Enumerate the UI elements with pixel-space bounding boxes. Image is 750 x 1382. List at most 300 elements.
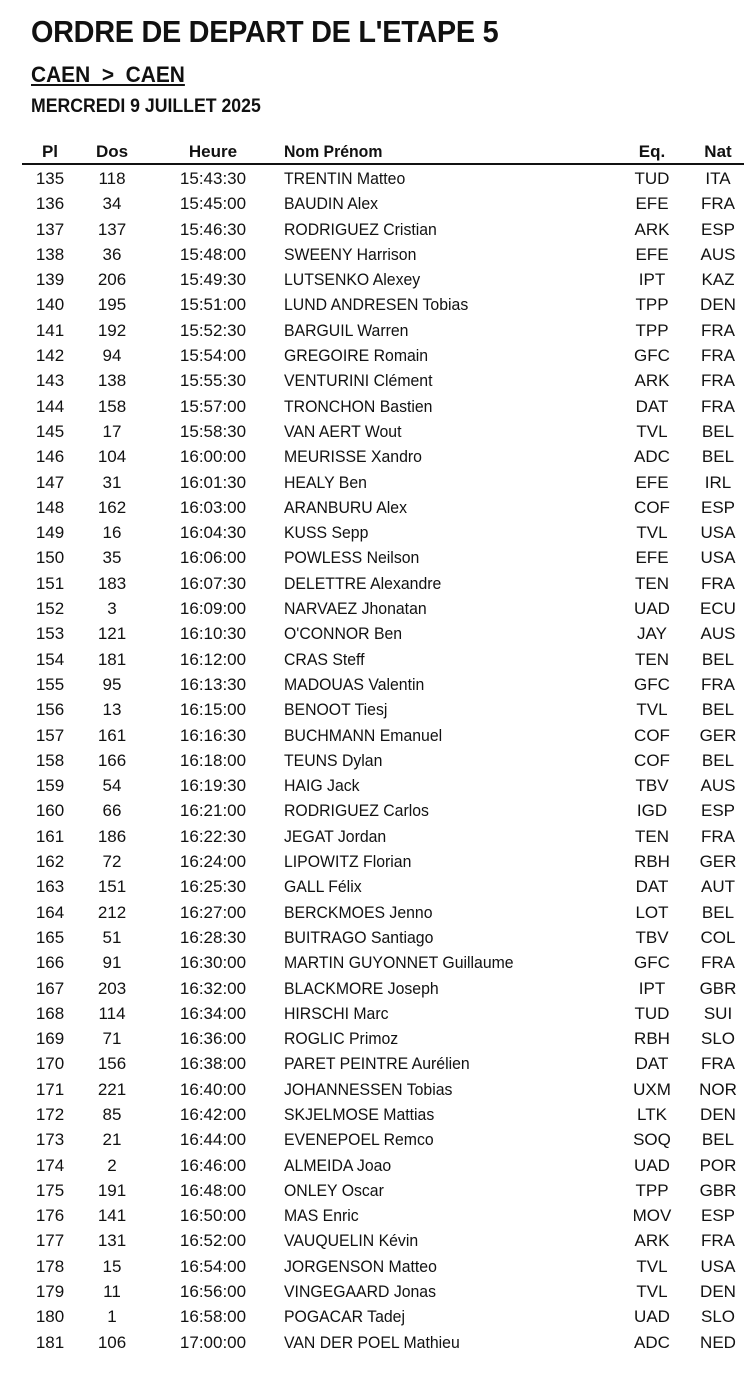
cell-eq: JAY	[637, 624, 667, 644]
cell-nat: KAZ	[701, 270, 735, 290]
table-row	[22, 1127, 744, 1152]
cell-dos: 17	[102, 421, 122, 441]
table-row	[22, 874, 744, 899]
cell-nat: ESP	[700, 219, 736, 239]
cell-pl: 154	[35, 649, 65, 669]
cell-nom: NARVAEZ Jhonatan	[284, 599, 427, 619]
cell-nat: SLO	[700, 1029, 736, 1049]
table-row	[22, 925, 744, 950]
cell-pl: 150	[35, 548, 65, 568]
table-row	[22, 672, 744, 697]
cell-heure: 16:34:00	[179, 1003, 247, 1023]
cell-pl: 175	[35, 1180, 65, 1200]
cell-eq: TEN	[635, 573, 669, 593]
cell-nom: RODRIGUEZ Cristian	[284, 219, 437, 239]
cell-dos: 85	[102, 1104, 122, 1124]
cell-dos: 203	[97, 978, 127, 998]
cell-dos: 137	[97, 219, 127, 239]
cell-dos: 195	[97, 295, 127, 315]
cell-dos: 156	[97, 1054, 127, 1074]
cell-eq: DAT	[635, 396, 669, 416]
cell-dos: 212	[97, 902, 127, 922]
cell-dos: 21	[102, 1130, 122, 1150]
cell-eq: RBH	[634, 852, 670, 872]
cell-nom: O'CONNOR Ben	[284, 624, 403, 644]
cell-eq: UAD	[634, 1307, 670, 1327]
cell-nom: LIPOWITZ Florian	[284, 852, 412, 872]
cell-heure: 15:45:00	[179, 194, 247, 214]
cell-eq: IPT	[638, 270, 666, 290]
table-row	[22, 267, 744, 292]
cell-nom: TEUNS Dylan	[284, 750, 383, 770]
table-header	[22, 141, 744, 165]
column-header-eq: Eq.	[638, 142, 666, 161]
cell-heure: 16:40:00	[179, 1079, 247, 1099]
stage-route: CAEN > CAEN	[31, 62, 185, 87]
cell-nat: DEN	[700, 295, 736, 315]
cell-heure: 15:55:30	[179, 371, 247, 391]
cell-nom: JOHANNESSEN Tobias	[284, 1079, 453, 1099]
cell-nat: NED	[700, 1332, 736, 1352]
cell-nat: BEL	[701, 700, 735, 720]
cell-nom: CRAS Steff	[284, 649, 365, 669]
cell-nom: JORGENSON Matteo	[284, 1256, 437, 1276]
cell-eq: COF	[634, 750, 670, 770]
cell-dos: 36	[102, 244, 122, 264]
cell-nat: SLO	[700, 1307, 736, 1327]
cell-pl: 161	[35, 826, 65, 846]
cell-pl: 167	[35, 978, 65, 998]
cell-heure: 16:50:00	[179, 1206, 247, 1226]
cell-dos: 71	[102, 1029, 122, 1049]
cell-eq: ARK	[634, 371, 670, 391]
cell-heure: 16:24:00	[179, 852, 247, 872]
cell-nat: USA	[700, 548, 736, 568]
cell-heure: 16:06:00	[179, 548, 247, 568]
cell-eq: ARK	[634, 219, 670, 239]
cell-pl: 144	[35, 396, 65, 416]
cell-eq: COF	[634, 497, 670, 517]
cell-nat: AUS	[700, 776, 736, 796]
table-row	[22, 545, 744, 570]
cell-nom: POGACAR Tadej	[284, 1307, 405, 1327]
cell-pl: 153	[35, 624, 65, 644]
cell-heure: 16:30:00	[179, 953, 247, 973]
cell-nat: GER	[699, 725, 737, 745]
table-row	[22, 191, 744, 216]
cell-nom: LUTSENKO Alexey	[284, 270, 421, 290]
cell-pl: 170	[35, 1054, 65, 1074]
cell-dos: 72	[102, 852, 122, 872]
cell-eq: TUD	[634, 1003, 670, 1023]
cell-nom: POWLESS Neilson	[284, 548, 420, 568]
cell-pl: 136	[35, 194, 65, 214]
cell-heure: 16:48:00	[179, 1180, 247, 1200]
cell-heure: 16:32:00	[179, 978, 247, 998]
cell-nat: BEL	[701, 1130, 735, 1150]
cell-nom: VENTURINI Clément	[284, 371, 433, 391]
cell-heure: 16:19:30	[179, 776, 247, 796]
cell-dos: 104	[97, 447, 127, 467]
cell-nom: ARANBURU Alex	[284, 497, 408, 517]
cell-heure: 16:01:30	[179, 472, 247, 492]
cell-eq: TEN	[635, 826, 669, 846]
cell-dos: 1	[107, 1307, 117, 1327]
cell-dos: 131	[97, 1231, 127, 1251]
table-row	[22, 1102, 744, 1127]
cell-eq: TVL	[636, 1256, 668, 1276]
cell-nat: ESP	[700, 1206, 736, 1226]
cell-nat: FRA	[701, 194, 735, 214]
cell-nom: MADOUAS Valentin	[284, 674, 425, 694]
table-row	[22, 1051, 744, 1076]
cell-dos: 141	[97, 1206, 127, 1226]
column-header-pl: Pl	[41, 142, 59, 161]
cell-pl: 177	[35, 1231, 65, 1251]
table-row	[22, 1026, 744, 1051]
cell-pl: 171	[35, 1079, 65, 1099]
cell-pl: 155	[35, 674, 65, 694]
cell-nom: SWEENY Harrison	[284, 244, 417, 264]
cell-heure: 16:27:00	[179, 902, 247, 922]
table-row	[22, 1203, 744, 1228]
cell-eq: ADC	[634, 447, 670, 467]
cell-pl: 138	[35, 244, 65, 264]
cell-heure: 16:03:00	[179, 497, 247, 517]
cell-pl: 176	[35, 1206, 65, 1226]
column-header-dos: Dos	[95, 142, 129, 161]
cell-dos: 162	[97, 497, 127, 517]
cell-heure: 16:15:00	[179, 700, 247, 720]
cell-dos: 66	[102, 801, 122, 821]
cell-nat: FRA	[701, 1054, 735, 1074]
cell-eq: TVL	[636, 1282, 668, 1302]
cell-pl: 157	[35, 725, 65, 745]
cell-pl: 173	[35, 1130, 65, 1150]
cell-heure: 15:43:30	[179, 169, 247, 188]
cell-nom: EVENEPOEL Remco	[284, 1130, 434, 1150]
cell-eq: LTK	[637, 1104, 667, 1124]
table-row	[22, 242, 744, 267]
cell-heure: 16:22:30	[179, 826, 247, 846]
cell-dos: 161	[97, 725, 127, 745]
cell-nat: USA	[700, 1256, 736, 1276]
cell-nom: BUCHMANN Emanuel	[284, 725, 443, 745]
cell-nat: GBR	[699, 978, 737, 998]
cell-eq: ARK	[634, 1231, 670, 1251]
cell-nom: VAUQUELIN Kévin	[284, 1231, 419, 1251]
cell-pl: 166	[35, 953, 65, 973]
cell-heure: 16:38:00	[179, 1054, 247, 1074]
cell-heure: 16:13:30	[179, 674, 247, 694]
cell-heure: 17:00:00	[179, 1332, 247, 1352]
cell-nom: JEGAT Jordan	[284, 826, 387, 846]
cell-dos: 95	[102, 674, 122, 694]
cell-eq: RBH	[634, 1029, 670, 1049]
table-row	[22, 1254, 744, 1279]
cell-pl: 146	[35, 447, 65, 467]
cell-nat: FRA	[701, 320, 735, 340]
cell-pl: 159	[35, 776, 65, 796]
start-order-table	[22, 166, 744, 1355]
table-row	[22, 495, 744, 520]
cell-nom: ALMEIDA Joao	[284, 1155, 392, 1175]
cell-eq: TPP	[635, 295, 669, 315]
cell-dos: 31	[102, 472, 122, 492]
table-row	[22, 368, 744, 393]
cell-nat: NOR	[699, 1079, 737, 1099]
cell-eq: TBV	[635, 776, 669, 796]
cell-dos: 106	[97, 1332, 127, 1352]
cell-dos: 206	[97, 270, 127, 290]
cell-nat: AUS	[700, 244, 736, 264]
cell-eq: IPT	[638, 978, 666, 998]
cell-nat: GER	[699, 852, 737, 872]
cell-dos: 114	[98, 1003, 126, 1023]
cell-eq: SOQ	[633, 1130, 671, 1150]
cell-pl: 139	[35, 270, 65, 290]
cell-pl: 151	[35, 573, 65, 593]
cell-nom: MAS Enric	[284, 1206, 359, 1226]
cell-nom: GALL Félix	[284, 877, 362, 897]
cell-eq: TPP	[635, 1180, 669, 1200]
cell-nom: PARET PEINTRE Aurélien	[284, 1054, 470, 1074]
cell-nom: TRENTIN Matteo	[284, 169, 406, 188]
cell-dos: 2	[107, 1155, 117, 1175]
cell-nom: SKJELMOSE Mattias	[284, 1104, 435, 1124]
cell-eq: EFE	[635, 472, 669, 492]
cell-eq: EFE	[635, 244, 669, 264]
cell-pl: 179	[35, 1282, 65, 1302]
cell-nom: KUSS Sepp	[284, 523, 369, 543]
table-row	[22, 520, 744, 545]
table-row	[22, 166, 744, 191]
cell-heure: 15:57:00	[179, 396, 247, 416]
cell-pl: 163	[35, 877, 65, 897]
cell-pl: 152	[35, 599, 65, 619]
cell-pl: 140	[35, 295, 65, 315]
cell-dos: 11	[103, 1282, 121, 1302]
cell-pl: 168	[35, 1003, 65, 1023]
cell-dos: 16	[102, 523, 122, 543]
stage-date: MERCREDI 9 JUILLET 2025	[31, 96, 261, 117]
cell-dos: 15	[102, 1256, 122, 1276]
cell-eq: TVL	[636, 421, 668, 441]
table-row	[22, 773, 744, 798]
cell-nom: TRONCHON Bastien	[284, 396, 433, 416]
table-row	[22, 292, 744, 317]
cell-eq: LOT	[635, 902, 669, 922]
cell-heure: 15:49:30	[179, 270, 247, 290]
cell-heure: 16:09:00	[179, 599, 247, 619]
cell-pl: 160	[35, 801, 65, 821]
table-row	[22, 596, 744, 621]
column-header-nom: Nom Prénom	[284, 142, 383, 161]
cell-dos: 34	[102, 194, 122, 214]
cell-pl: 145	[35, 421, 65, 441]
cell-nom: HIRSCHI Marc	[284, 1003, 389, 1023]
cell-nat: ESP	[700, 801, 736, 821]
table-row	[22, 621, 744, 646]
cell-nat: FRA	[701, 371, 735, 391]
cell-nat: COL	[700, 927, 736, 947]
cell-pl: 172	[35, 1104, 65, 1124]
cell-heure: 16:42:00	[179, 1104, 247, 1124]
cell-pl: 169	[35, 1029, 65, 1049]
cell-nom: GREGOIRE Romain	[284, 346, 429, 366]
cell-nom: MEURISSE Xandro	[284, 447, 422, 467]
cell-heure: 16:21:00	[179, 801, 247, 821]
cell-eq: ADC	[634, 1332, 670, 1352]
cell-pl: 142	[35, 346, 65, 366]
cell-heure: 15:46:30	[179, 219, 247, 239]
cell-nom: RODRIGUEZ Carlos	[284, 801, 429, 821]
table-row	[22, 1153, 744, 1178]
cell-nom: DELETTRE Alexandre	[284, 573, 442, 593]
cell-heure: 16:16:30	[179, 725, 247, 745]
cell-heure: 16:12:00	[179, 649, 247, 669]
table-row	[22, 748, 744, 773]
cell-dos: 3	[107, 599, 117, 619]
cell-nom: MARTIN GUYONNET Guillaume	[284, 953, 514, 973]
cell-heure: 16:10:30	[179, 624, 247, 644]
cell-nat: AUS	[700, 624, 736, 644]
cell-eq: TVL	[636, 700, 668, 720]
cell-dos: 151	[97, 877, 127, 897]
cell-pl: 137	[35, 219, 65, 239]
table-row	[22, 1001, 744, 1026]
cell-nom: LUND ANDRESEN Tobias	[284, 295, 469, 315]
cell-heure: 16:07:30	[179, 573, 247, 593]
cell-eq: TBV	[635, 927, 669, 947]
cell-heure: 16:25:30	[179, 877, 247, 897]
cell-dos: 183	[97, 573, 127, 593]
cell-nom: VINGEGAARD Jonas	[284, 1282, 437, 1302]
cell-dos: 181	[97, 649, 127, 669]
cell-pl: 181	[35, 1332, 65, 1352]
cell-eq: GFC	[634, 346, 670, 366]
cell-nat: BEL	[701, 750, 735, 770]
cell-eq: TPP	[635, 320, 669, 340]
cell-nat: FRA	[701, 1231, 735, 1251]
cell-nat: BEL	[701, 902, 735, 922]
table-row	[22, 419, 744, 444]
table-row	[22, 343, 744, 368]
cell-pl: 178	[35, 1256, 65, 1276]
cell-pl: 180	[35, 1307, 65, 1327]
cell-eq: MOV	[632, 1206, 672, 1226]
table-row	[22, 976, 744, 1001]
cell-nat: FRA	[701, 953, 735, 973]
cell-nat: BEL	[701, 421, 735, 441]
cell-nat: DEN	[700, 1282, 736, 1302]
cell-heure: 16:00:00	[179, 447, 247, 467]
cell-nat: USA	[700, 523, 736, 543]
cell-dos: 121	[97, 624, 127, 644]
cell-dos: 158	[97, 396, 127, 416]
cell-nat: SUI	[703, 1003, 733, 1023]
cell-pl: 149	[35, 523, 65, 543]
cell-nom: BERCKMOES Jenno	[284, 902, 433, 922]
table-row	[22, 1279, 744, 1304]
table-row	[22, 950, 744, 975]
cell-eq: IGD	[636, 801, 668, 821]
cell-heure: 16:18:00	[179, 750, 247, 770]
cell-eq: UAD	[634, 1155, 670, 1175]
cell-nom: BENOOT Tiesj	[284, 700, 388, 720]
cell-eq: EFE	[635, 194, 669, 214]
cell-heure: 16:04:30	[179, 523, 247, 543]
cell-heure: 16:56:00	[179, 1282, 247, 1302]
cell-heure: 16:28:30	[179, 927, 247, 947]
cell-dos: 186	[97, 826, 127, 846]
cell-pl: 156	[35, 700, 65, 720]
cell-nat: GBR	[699, 1180, 737, 1200]
cell-dos: 166	[97, 750, 127, 770]
cell-pl: 147	[35, 472, 65, 492]
cell-nat: FRA	[701, 396, 735, 416]
table-row	[22, 647, 744, 672]
cell-nom: HAIG Jack	[284, 776, 360, 796]
cell-nat: FRA	[701, 573, 735, 593]
cell-dos: 13	[102, 700, 122, 720]
cell-dos: 191	[97, 1180, 127, 1200]
cell-eq: UAD	[634, 599, 670, 619]
cell-nat: BEL	[701, 649, 735, 669]
table-row	[22, 444, 744, 469]
table-row	[22, 1330, 744, 1355]
cell-eq: TUD	[634, 169, 670, 188]
cell-pl: 174	[35, 1155, 65, 1175]
cell-nat: AUT	[701, 877, 735, 897]
cell-dos: 91	[102, 953, 122, 973]
table-row	[22, 723, 744, 748]
cell-heure: 16:44:00	[179, 1130, 247, 1150]
cell-nom: BAUDIN Alex	[284, 194, 379, 214]
cell-eq: GFC	[634, 674, 670, 694]
cell-nom: ROGLIC Primoz	[284, 1029, 399, 1049]
cell-eq: TEN	[635, 649, 669, 669]
cell-nom: VAN DER POEL Mathieu	[284, 1332, 460, 1352]
cell-heure: 15:52:30	[179, 320, 247, 340]
table-row	[22, 1178, 744, 1203]
cell-nat: POR	[699, 1155, 737, 1175]
cell-nat: IRL	[704, 472, 732, 492]
cell-nat: FRA	[701, 674, 735, 694]
cell-heure: 16:54:00	[179, 1256, 247, 1276]
cell-heure: 16:46:00	[179, 1155, 247, 1175]
cell-heure: 15:48:00	[179, 244, 247, 264]
cell-nat: FRA	[701, 346, 735, 366]
cell-nom: ONLEY Oscar	[284, 1180, 384, 1200]
cell-heure: 16:58:00	[179, 1307, 247, 1327]
cell-dos: 51	[102, 927, 122, 947]
table-row	[22, 849, 744, 874]
cell-dos: 138	[97, 371, 127, 391]
cell-nom: BUITRAGO Santiago	[284, 927, 434, 947]
table-row	[22, 1077, 744, 1102]
cell-nat: DEN	[700, 1104, 736, 1124]
cell-eq: GFC	[634, 953, 670, 973]
cell-pl: 162	[35, 852, 65, 872]
table-row	[22, 318, 744, 343]
cell-nat: FRA	[701, 826, 735, 846]
cell-nom: BLACKMORE Joseph	[284, 978, 439, 998]
table-row	[22, 1304, 744, 1329]
cell-eq: DAT	[635, 1054, 669, 1074]
cell-pl: 148	[35, 497, 65, 517]
cell-eq: UXM	[633, 1079, 671, 1099]
